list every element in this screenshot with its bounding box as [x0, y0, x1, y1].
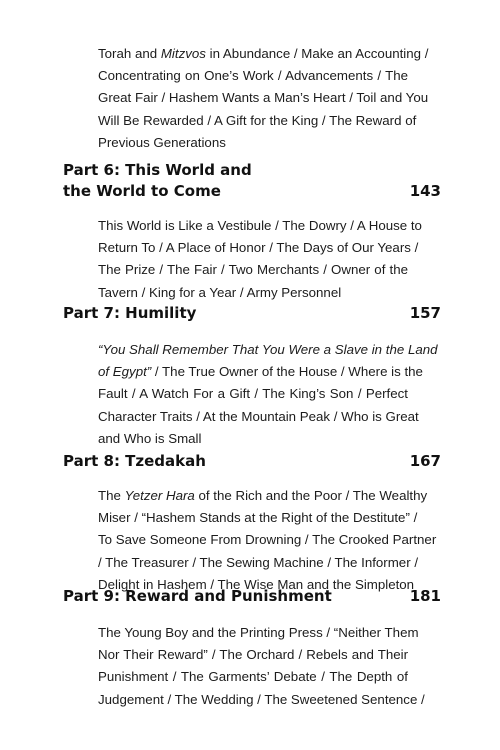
entry-line: Miser / “Hashem Stands at the Right of the Destitute” /	[98, 510, 418, 526]
part-6-entries	[98, 215, 422, 304]
part-6-heading	[63, 160, 441, 202]
entry-line: This World is Like a Vestibule / The Dowry / A House to	[98, 218, 422, 233]
part-5-entries	[98, 43, 429, 154]
part-title: Part 6: This World and	[63, 161, 252, 179]
part-title: the World to Come	[63, 182, 221, 200]
entry-line: and Who is Small	[98, 430, 202, 446]
entry-line: The Yetzer Hara of the Rich and the Poor / The Wealthy	[98, 488, 428, 503]
page-number: 157	[409, 304, 441, 322]
entry-line: Will Be Rewarded / A Gift for the King / The Reward of	[98, 112, 417, 128]
entry-line: Tavern / King for a Year / Army Personnel	[98, 284, 342, 300]
part-9-entries	[98, 622, 425, 711]
entry-line: The Prize / The Fair / Two Merchants / Owner of the	[98, 262, 408, 278]
entry-line: The Young Boy and the Printing Press / “Neither Them	[98, 625, 419, 640]
part-title: Part 8: Tzedakah	[63, 452, 206, 470]
part-title: Part 9: Reward and Punishment	[63, 587, 332, 605]
entry-line: To Save Someone From Drowning / The Crooked Partner	[98, 532, 437, 548]
entry-line: / The Treasurer / The Sewing Machine / The Informer /	[98, 554, 419, 570]
part-8-heading	[63, 451, 441, 472]
entry-line: Fault / A Watch For a Gift / The King’s Son / Perfect	[98, 386, 408, 402]
page-number: 181	[409, 587, 441, 605]
part-7-entries	[98, 339, 438, 450]
page-number: 167	[409, 452, 441, 470]
entry-line: “You Shall Remember That You Were a Slave in the Land	[98, 342, 438, 357]
entry-line: Torah and Mitzvos in Abundance / Make an Accounting /	[98, 46, 429, 61]
part-7-heading	[63, 303, 441, 324]
part-title: Part 7: Humility	[63, 304, 197, 322]
entry-line: Return To / A Place of Honor / The Days of Our Years /	[98, 240, 419, 256]
entry-line: Previous Generations	[98, 134, 226, 150]
entry-line: Punishment / The Garments’ Debate / The Depth of	[98, 669, 408, 685]
entry-line: Nor Their Reward” / The Orchard / Rebels and Their	[98, 647, 408, 663]
page-number: 143	[409, 182, 441, 200]
entry-line: Judgement / The Wedding / The Sweetened Sentence /	[98, 691, 425, 707]
entry-line: Great Fair / Hashem Wants a Man’s Heart / Toil and You	[98, 90, 429, 106]
entry-line: Delight in Hashem / The Wise Man and the Simpleton	[98, 576, 415, 592]
entry-line: of Egypt” / The True Owner of the House / Where is the	[98, 364, 423, 380]
entry-line: Concentrating on One’s Work / Advancements / The	[98, 68, 408, 84]
part-8-entries	[98, 485, 437, 596]
entry-line: Character Traits / At the Mountain Peak / Who is Great	[98, 408, 419, 424]
part-9-heading	[63, 586, 441, 607]
